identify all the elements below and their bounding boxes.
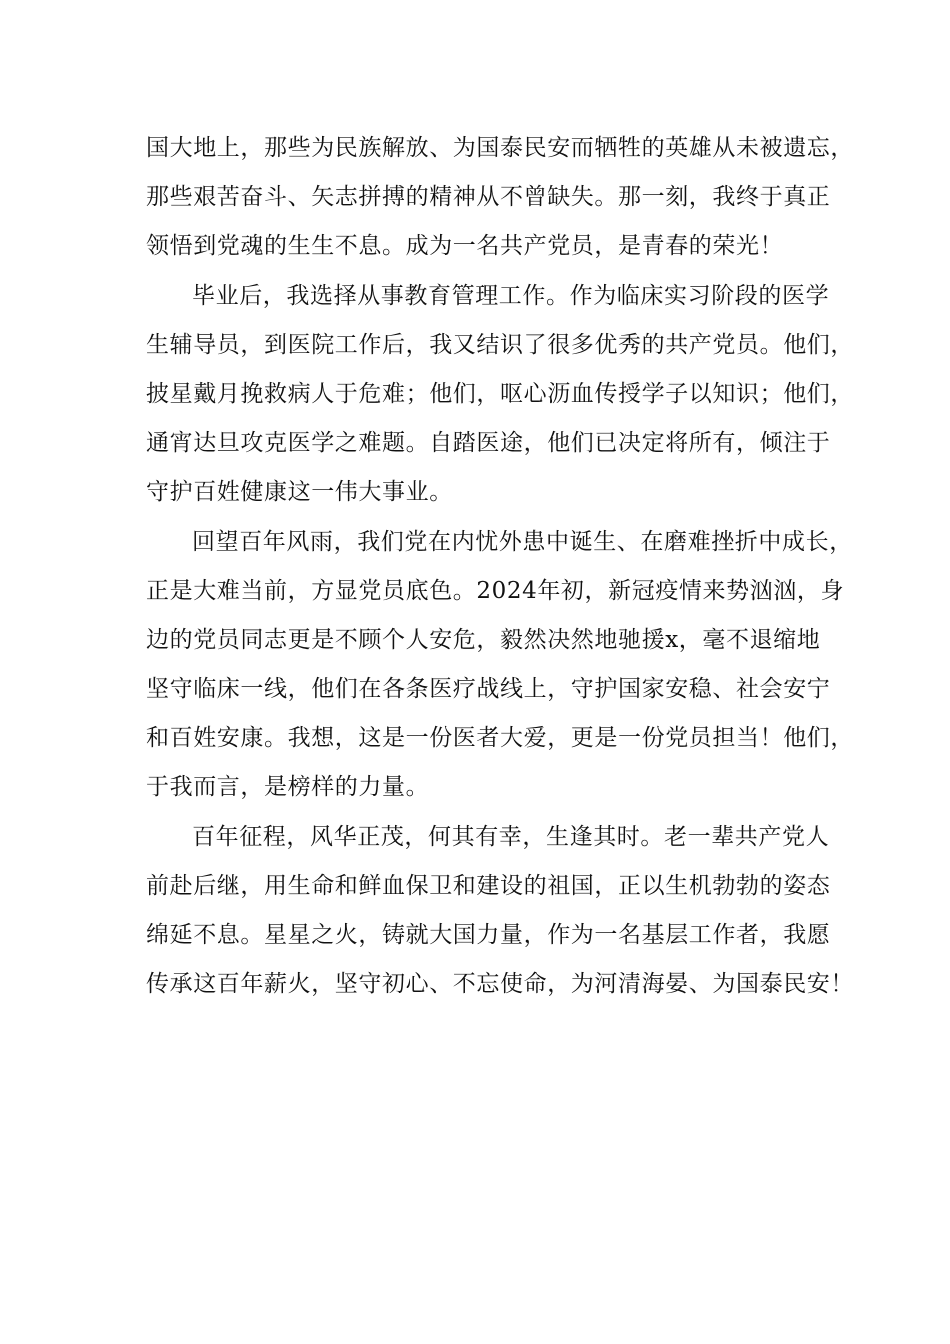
text-line: 回望百年风雨，我们党在内忧外患中诞生、在磨难挫折中成长， [192, 528, 853, 555]
text-line: 传承这百年薪火，坚守初心、不忘使命，为河清海晏、为国泰民安！ [146, 971, 854, 998]
paragraph-4 [146, 813, 854, 1010]
paragraph-1 [146, 124, 854, 272]
text-line: 通宵达旦攻克医学之难题。自踏医途，他们已决定将所有，倾注于 [146, 430, 831, 457]
paragraph-2 [146, 272, 854, 518]
text-line: 前赴后继，用生命和鲜血保卫和建设的祖国，正以生机勃勃的姿态 [146, 872, 831, 899]
text-line: 正是大难当前，方显党员底色。2024年初，新冠疫情来势汹汹，身 [146, 577, 845, 604]
text-line: 那些艰苦奋斗、矢志拼搏的精神从不曾缺失。那一刻，我终于真正 [146, 184, 831, 211]
text-line: 绵延不息。星星之火，铸就大国力量，作为一名基层工作者，我愿 [146, 922, 831, 948]
text-line: 坚守临床一线，他们在各条医疗战线上，守护国家安稳、社会安宁 [146, 676, 831, 703]
text-line: 于我而言，是榜样的力量。 [146, 774, 430, 801]
text-line: 边的党员同志更是不顾个人安危，毅然决然地驰援x，毫不退缩地 [146, 626, 821, 653]
text-line: 百年征程，风华正茂，何其有幸，生逢其时。老一辈共产党人 [192, 823, 830, 850]
text-line: 守护百姓健康这一伟大事业。 [146, 479, 453, 506]
text-line: 毕业后，我选择从事教育管理工作。作为临床实习阶段的医学 [192, 282, 830, 309]
text-line: 领悟到党魂的生生不息。成为一名共产党员，是青春的荣光！ [146, 233, 784, 260]
text-line: 披星戴月挽救病人于危难；他们，呕心沥血传授学子以知识；他们， [146, 380, 854, 407]
document-body [146, 124, 854, 1009]
text-line: 和百姓安康。我想，这是一份医者大爱，更是一份党员担当！他们， [146, 725, 854, 752]
paragraph-3 [146, 518, 854, 813]
text-line: 国大地上，那些为民族解放、为国泰民安而牺牲的英雄从未被遗忘， [146, 135, 854, 161]
text-line: 生辅导员，到医院工作后，我又结识了很多优秀的共产党员。他们， [146, 331, 854, 358]
